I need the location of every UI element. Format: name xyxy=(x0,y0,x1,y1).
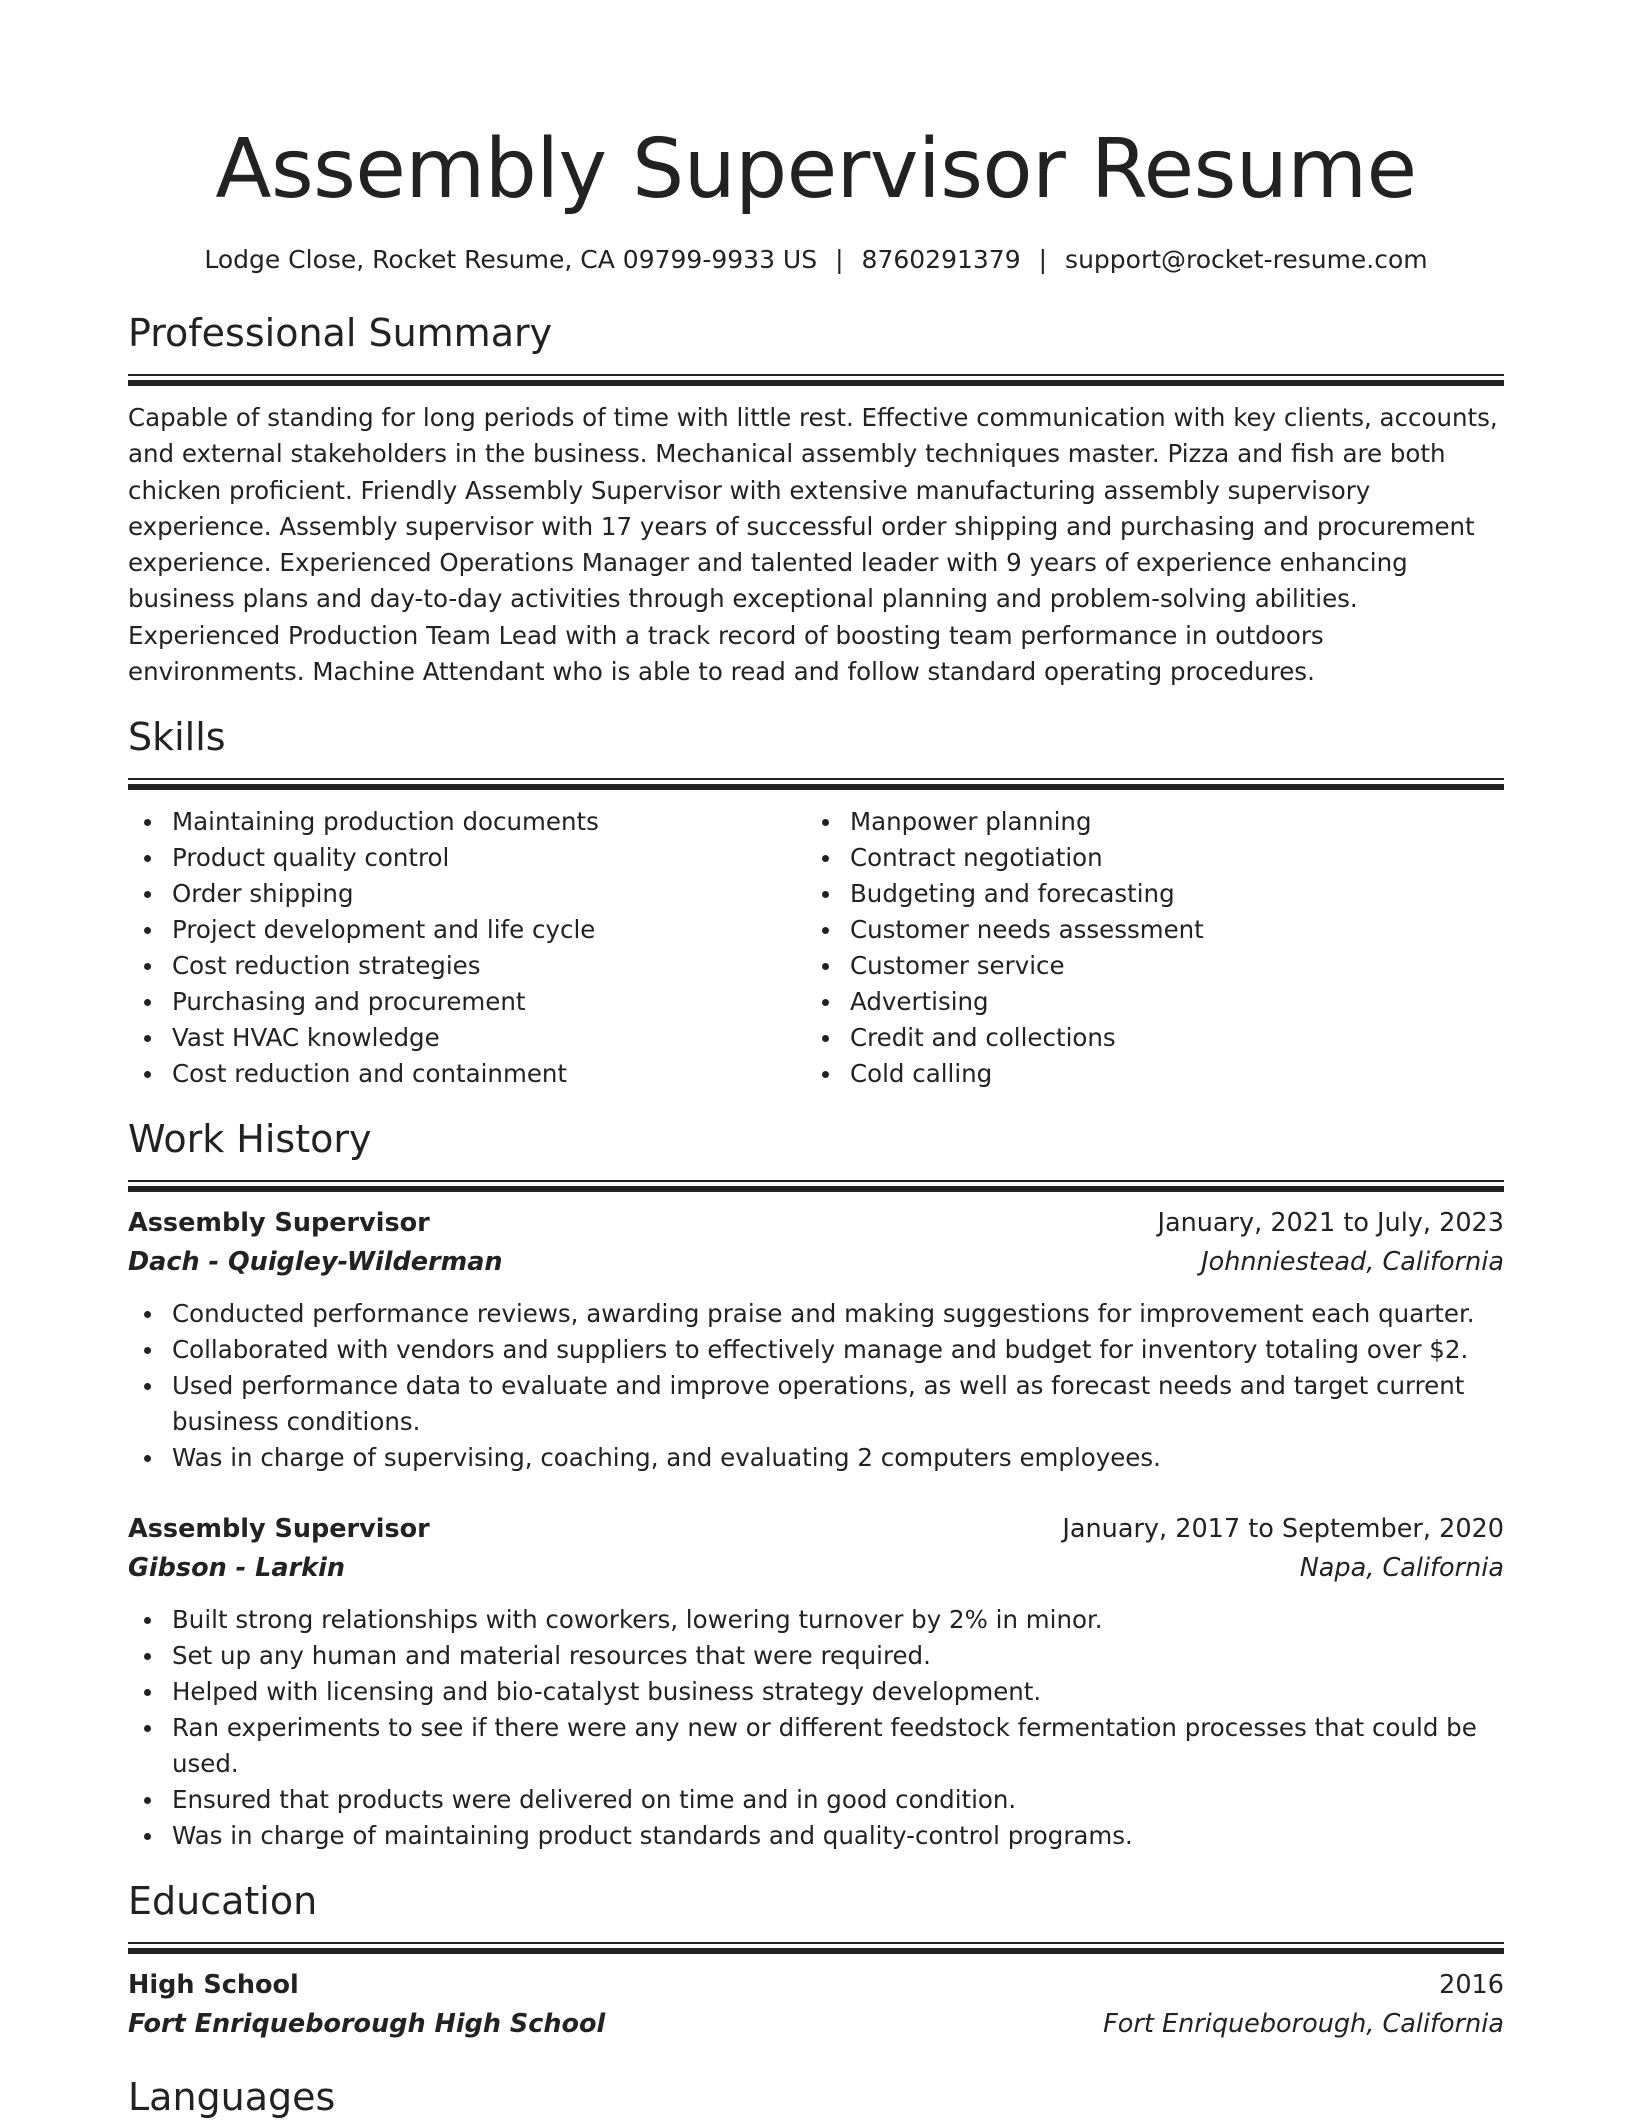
skill-item: Cold calling xyxy=(806,1056,1484,1092)
section-divider xyxy=(128,778,1504,780)
education-location: Fort Enriqueborough, California xyxy=(1103,2009,1504,2040)
skill-item: Credit and collections xyxy=(806,1020,1484,1056)
resume-title: Assembly Supervisor Resume xyxy=(215,122,1417,217)
contact-line xyxy=(128,242,1504,278)
section-divider xyxy=(128,374,1504,376)
skills-columns xyxy=(128,804,1504,1092)
job-title: Assembly Supervisor xyxy=(128,1514,430,1545)
section-heading: Education xyxy=(128,1879,318,1924)
section-heading: Work History xyxy=(128,1117,372,1162)
section-heading: Professional Summary xyxy=(128,311,553,355)
skill-item: Cost reduction and containment xyxy=(128,1056,806,1092)
skill-item: Maintaining production documents xyxy=(128,804,806,840)
job-entry xyxy=(128,1510,1504,1854)
education-section xyxy=(128,1876,1504,2044)
section-divider xyxy=(128,1180,1504,1182)
skill-item: Budgeting and forecasting xyxy=(806,876,1484,912)
job-entry xyxy=(128,1204,1504,1476)
job-bullet: Helped with licensing and bio-catalyst business strategy development. xyxy=(128,1674,1504,1710)
skills-section xyxy=(128,712,1504,1092)
section-heading: Languages xyxy=(128,2075,336,2120)
skill-item: Advertising xyxy=(806,984,1484,1020)
contact-address: Lodge Close, Rocket Resume, CA 09799-9933 US xyxy=(204,245,818,274)
job-company: Dach - Quigley-Wilderman xyxy=(128,1247,503,1278)
job-bullet: Ensured that products were delivered on time and in good condition. xyxy=(128,1782,1504,1818)
job-bullet: Built strong relationships with coworkers, lowering turnover by 2% in minor. xyxy=(128,1602,1504,1638)
education-degree: High School xyxy=(128,1970,299,2001)
contact-separator: | xyxy=(835,245,844,274)
education-year: 2016 xyxy=(1439,1970,1504,2001)
job-bullets xyxy=(128,1296,1504,1476)
job-bullet: Ran experiments to see if there were any new or different feedstock fermentation processes that could be used. xyxy=(128,1710,1504,1782)
skill-item: Contract negotiation xyxy=(806,840,1484,876)
section-heading: Skills xyxy=(128,715,226,760)
skill-item: Order shipping xyxy=(128,876,806,912)
skills-list-left xyxy=(128,804,806,1092)
resume-page xyxy=(128,0,1504,2122)
skill-item: Manpower planning xyxy=(806,804,1484,840)
skill-item: Vast HVAC knowledge xyxy=(128,1020,806,1056)
skill-item: Product quality control xyxy=(128,840,806,876)
job-bullet: Was in charge of maintaining product standards and quality-control programs. xyxy=(128,1818,1504,1854)
job-bullet: Used performance data to evaluate and improve operations, as well as forecast needs and target current business conditions. xyxy=(128,1368,1504,1440)
skill-item: Purchasing and procurement xyxy=(128,984,806,1020)
summary-text: Capable of standing for long periods of time with little rest. Effective communication with key clients, accounts, and external stakeholders in the business. Mechanical assembly techniques master. Pizza and fish are both chicken proficient. Friendly Assembly Supervisor with extensive manufacturing assembly supervisory experience. Assembly supervisor with 17 years of successful order shipping and purchasing and procurement experience. Experienced Operations Manager and talented leader with 9 years of experience enhancing business plans and day-to-day activities through exceptional planning and problem-solving abilities. Experienced Production Team Lead with a track record of boosting team performance in outdoors environments. Machine Attendant who is able to read and follow standard operating procedures. xyxy=(128,403,1498,687)
job-dates: January, 2021 to July, 2023 xyxy=(1157,1208,1504,1239)
skills-list-right xyxy=(806,804,1484,1092)
skill-item: Customer needs assessment xyxy=(806,912,1484,948)
summary-section xyxy=(128,308,1504,690)
skill-item: Cost reduction strategies xyxy=(128,948,806,984)
work-history-section xyxy=(128,1114,1504,1854)
job-bullet: Conducted performance reviews, awarding praise and making suggestions for improvement each quarter. xyxy=(128,1296,1504,1332)
job-company: Gibson - Larkin xyxy=(128,1553,345,1584)
job-bullets xyxy=(128,1602,1504,1854)
job-dates: January, 2017 to September, 2020 xyxy=(1062,1514,1504,1545)
languages-section xyxy=(128,2072,1504,2122)
skill-item: Project development and life cycle xyxy=(128,912,806,948)
job-bullet: Set up any human and material resources that were required. xyxy=(128,1638,1504,1674)
education-school: Fort Enriqueborough High School xyxy=(128,2009,606,2040)
job-bullet: Was in charge of supervising, coaching, and evaluating 2 computers employees. xyxy=(128,1440,1504,1476)
contact-separator: | xyxy=(1038,245,1048,274)
skill-item: Customer service xyxy=(806,948,1484,984)
job-bullet: Collaborated with vendors and suppliers to effectively manage and budget for inventory totaling over $2. xyxy=(128,1332,1504,1368)
contact-email: support@rocket-resume.com xyxy=(1065,245,1428,274)
job-title: Assembly Supervisor xyxy=(128,1208,430,1239)
job-location: Napa, California xyxy=(1299,1553,1504,1584)
contact-phone: 8760291379 xyxy=(861,245,1021,274)
job-location: Johnniestead, California xyxy=(1201,1247,1504,1278)
section-divider xyxy=(128,1942,1504,1944)
